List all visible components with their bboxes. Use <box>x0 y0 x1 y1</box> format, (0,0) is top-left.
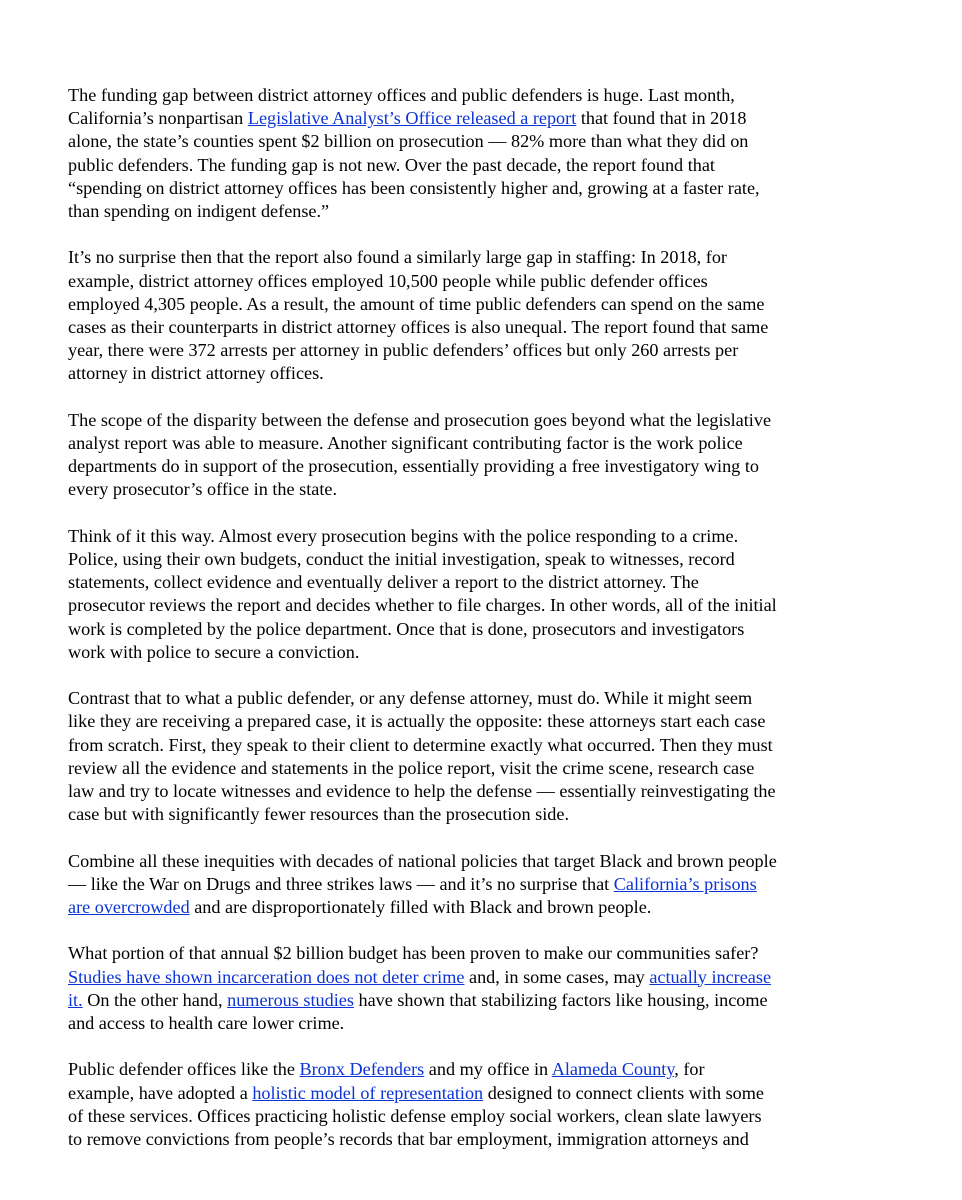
text-line <box>68 107 858 130</box>
text-run: “spending on district attorney offices has been consistently higher and, growing at a faster rate, <box>68 177 760 198</box>
inline-link[interactable]: are overcrowded <box>68 897 190 918</box>
text-line <box>68 525 858 548</box>
text-run: attorney in district attorney offices. <box>68 363 324 384</box>
text-run: year, there were 372 arrests per attorney in public defenders’ offices but only 260 arrests per <box>68 340 739 361</box>
text-run: prosecutor reviews the report and decides whether to file charges. In other words, all of the initial <box>68 595 777 616</box>
text-line <box>68 270 858 293</box>
inline-link[interactable]: Alameda County <box>551 1059 675 1080</box>
text-line <box>68 84 858 107</box>
text-run: and are disproportionately filled with Black and brown people. <box>189 897 652 918</box>
paragraph <box>68 246 858 385</box>
text-run: — like the War on Drugs and three strikes laws — and it’s no surprise that <box>68 873 614 894</box>
text-line <box>68 710 858 733</box>
text-run: Think of it this way. Almost every prosecution begins with the police responding to a crime. <box>68 525 739 546</box>
text-run: California’s nonpartisan <box>68 108 248 129</box>
text-run: review all the evidence and statements in the police report, visit the crime scene, research case <box>68 757 755 778</box>
paragraph <box>68 525 858 664</box>
text-run: Police, using their own budgets, conduct the initial investigation, speak to witnesses, record <box>68 549 735 570</box>
paragraph <box>68 942 858 1035</box>
text-run: It’s no surprise then that the report also found a similarly large gap in staffing: In 2018, for <box>68 247 727 268</box>
text-line <box>68 432 858 455</box>
text-run: to remove convictions from people’s records that bar employment, immigration attorneys and <box>68 1129 749 1150</box>
text-run: analyst report was able to measure. Another significant contributing factor is the work police <box>68 433 743 454</box>
text-line <box>68 1128 858 1151</box>
text-run: example, district attorney offices employed 10,500 people while public defender offices <box>68 270 708 291</box>
text-line <box>68 1058 858 1081</box>
inline-link[interactable]: actually increase <box>649 966 772 987</box>
text-line <box>68 409 858 432</box>
text-line <box>68 130 858 153</box>
text-run: What portion of that annual $2 billion budget has been proven to make our communities safer? <box>68 943 759 964</box>
text-run: than spending on indigent defense.” <box>68 201 330 222</box>
text-line <box>68 641 858 664</box>
text-line <box>68 594 858 617</box>
text-line <box>68 873 858 896</box>
text-run: from scratch. First, they speak to their client to determine exactly what occurred. Then they must <box>68 734 773 755</box>
text-run: work with police to secure a conviction. <box>68 641 360 662</box>
text-line <box>68 246 858 269</box>
text-line <box>68 200 858 223</box>
text-run: employed 4,305 people. As a result, the amount of time public defenders can spend on the same <box>68 293 765 314</box>
text-run: have shown that stabilizing factors like housing, income <box>353 989 768 1010</box>
text-line <box>68 1082 858 1105</box>
text-run: alone, the state’s counties spent $2 billion on prosecution — 82% more than what they did on <box>68 131 749 152</box>
text-line <box>68 942 858 965</box>
text-line <box>68 455 858 478</box>
text-line <box>68 757 858 780</box>
text-line <box>68 571 858 594</box>
text-run: public defenders. The funding gap is not new. Over the past decade, the report found that <box>68 154 715 175</box>
text-line <box>68 548 858 571</box>
inline-link[interactable]: California’s prisons <box>613 873 757 894</box>
text-run: cases as their counterparts in district attorney offices is also unequal. The report found that same <box>68 317 769 338</box>
text-run: Public defender offices like the <box>68 1059 300 1080</box>
text-line <box>68 966 858 989</box>
text-line <box>68 362 858 385</box>
text-run: departments do in support of the prosecution, essentially providing a free investigatory wing to <box>68 456 759 477</box>
inline-link[interactable]: Bronx Defenders <box>299 1059 425 1080</box>
text-run: case but with significantly fewer resources than the prosecution side. <box>68 804 570 825</box>
text-line <box>68 177 858 200</box>
text-line <box>68 339 858 362</box>
text-line <box>68 1012 858 1035</box>
text-run: Contrast that to what a public defender, or any defense attorney, must do. While it might seem <box>68 688 753 709</box>
text-run: that found that in 2018 <box>576 108 747 129</box>
text-run: of these services. Offices practicing holistic defense employ social workers, clean slate lawyers <box>68 1105 762 1126</box>
paragraph <box>68 687 858 826</box>
text-line <box>68 316 858 339</box>
text-run: example, have adopted a <box>68 1082 253 1103</box>
inline-link[interactable]: Studies have shown incarceration does not deter crime <box>68 966 465 987</box>
text-run: work is completed by the police department. Once that is done, prosecutors and investigators <box>68 618 745 639</box>
text-run: The scope of the disparity between the defense and prosecution goes beyond what the legislative <box>68 409 772 430</box>
paragraph <box>68 409 858 502</box>
paragraph <box>68 1058 858 1151</box>
text-line <box>68 803 858 826</box>
text-run: The funding gap between district attorney offices and public defenders is huge. Last month, <box>68 85 735 105</box>
article-body <box>68 84 858 1174</box>
text-run: designed to connect clients with some <box>483 1082 764 1103</box>
text-run: and my office in <box>424 1059 552 1080</box>
text-run: statements, collect evidence and eventually deliver a report to the district attorney. The <box>68 572 699 593</box>
text-run: , for <box>674 1059 705 1080</box>
text-line <box>68 618 858 641</box>
inline-link[interactable]: holistic model of representation <box>252 1082 484 1103</box>
text-line <box>68 154 858 177</box>
text-run: law and try to locate witnesses and evidence to help the defense — essentially reinvestigating the <box>68 781 776 802</box>
text-line <box>68 989 858 1012</box>
text-run: and, in some cases, may <box>464 966 650 987</box>
inline-link[interactable]: Legislative Analyst’s Office released a report <box>247 108 577 129</box>
inline-link[interactable]: numerous studies <box>227 989 354 1010</box>
text-run: and access to health care lower crime. <box>68 1013 345 1034</box>
text-line <box>68 734 858 757</box>
paragraph <box>68 84 858 223</box>
text-run: On the other hand, <box>82 989 228 1010</box>
text-run: every prosecutor’s office in the state. <box>68 479 338 500</box>
paragraph <box>68 850 858 920</box>
text-run: Combine all these inequities with decades of national policies that target Black and brown people <box>68 850 777 871</box>
inline-link[interactable]: it. <box>68 989 83 1010</box>
text-line <box>68 478 858 501</box>
text-line <box>68 850 858 873</box>
text-line <box>68 896 858 919</box>
text-line <box>68 687 858 710</box>
text-line <box>68 293 858 316</box>
text-run: like they are receiving a prepared case, it is actually the opposite: these attorneys start each case <box>68 711 766 732</box>
text-line <box>68 780 858 803</box>
text-line <box>68 1105 858 1128</box>
